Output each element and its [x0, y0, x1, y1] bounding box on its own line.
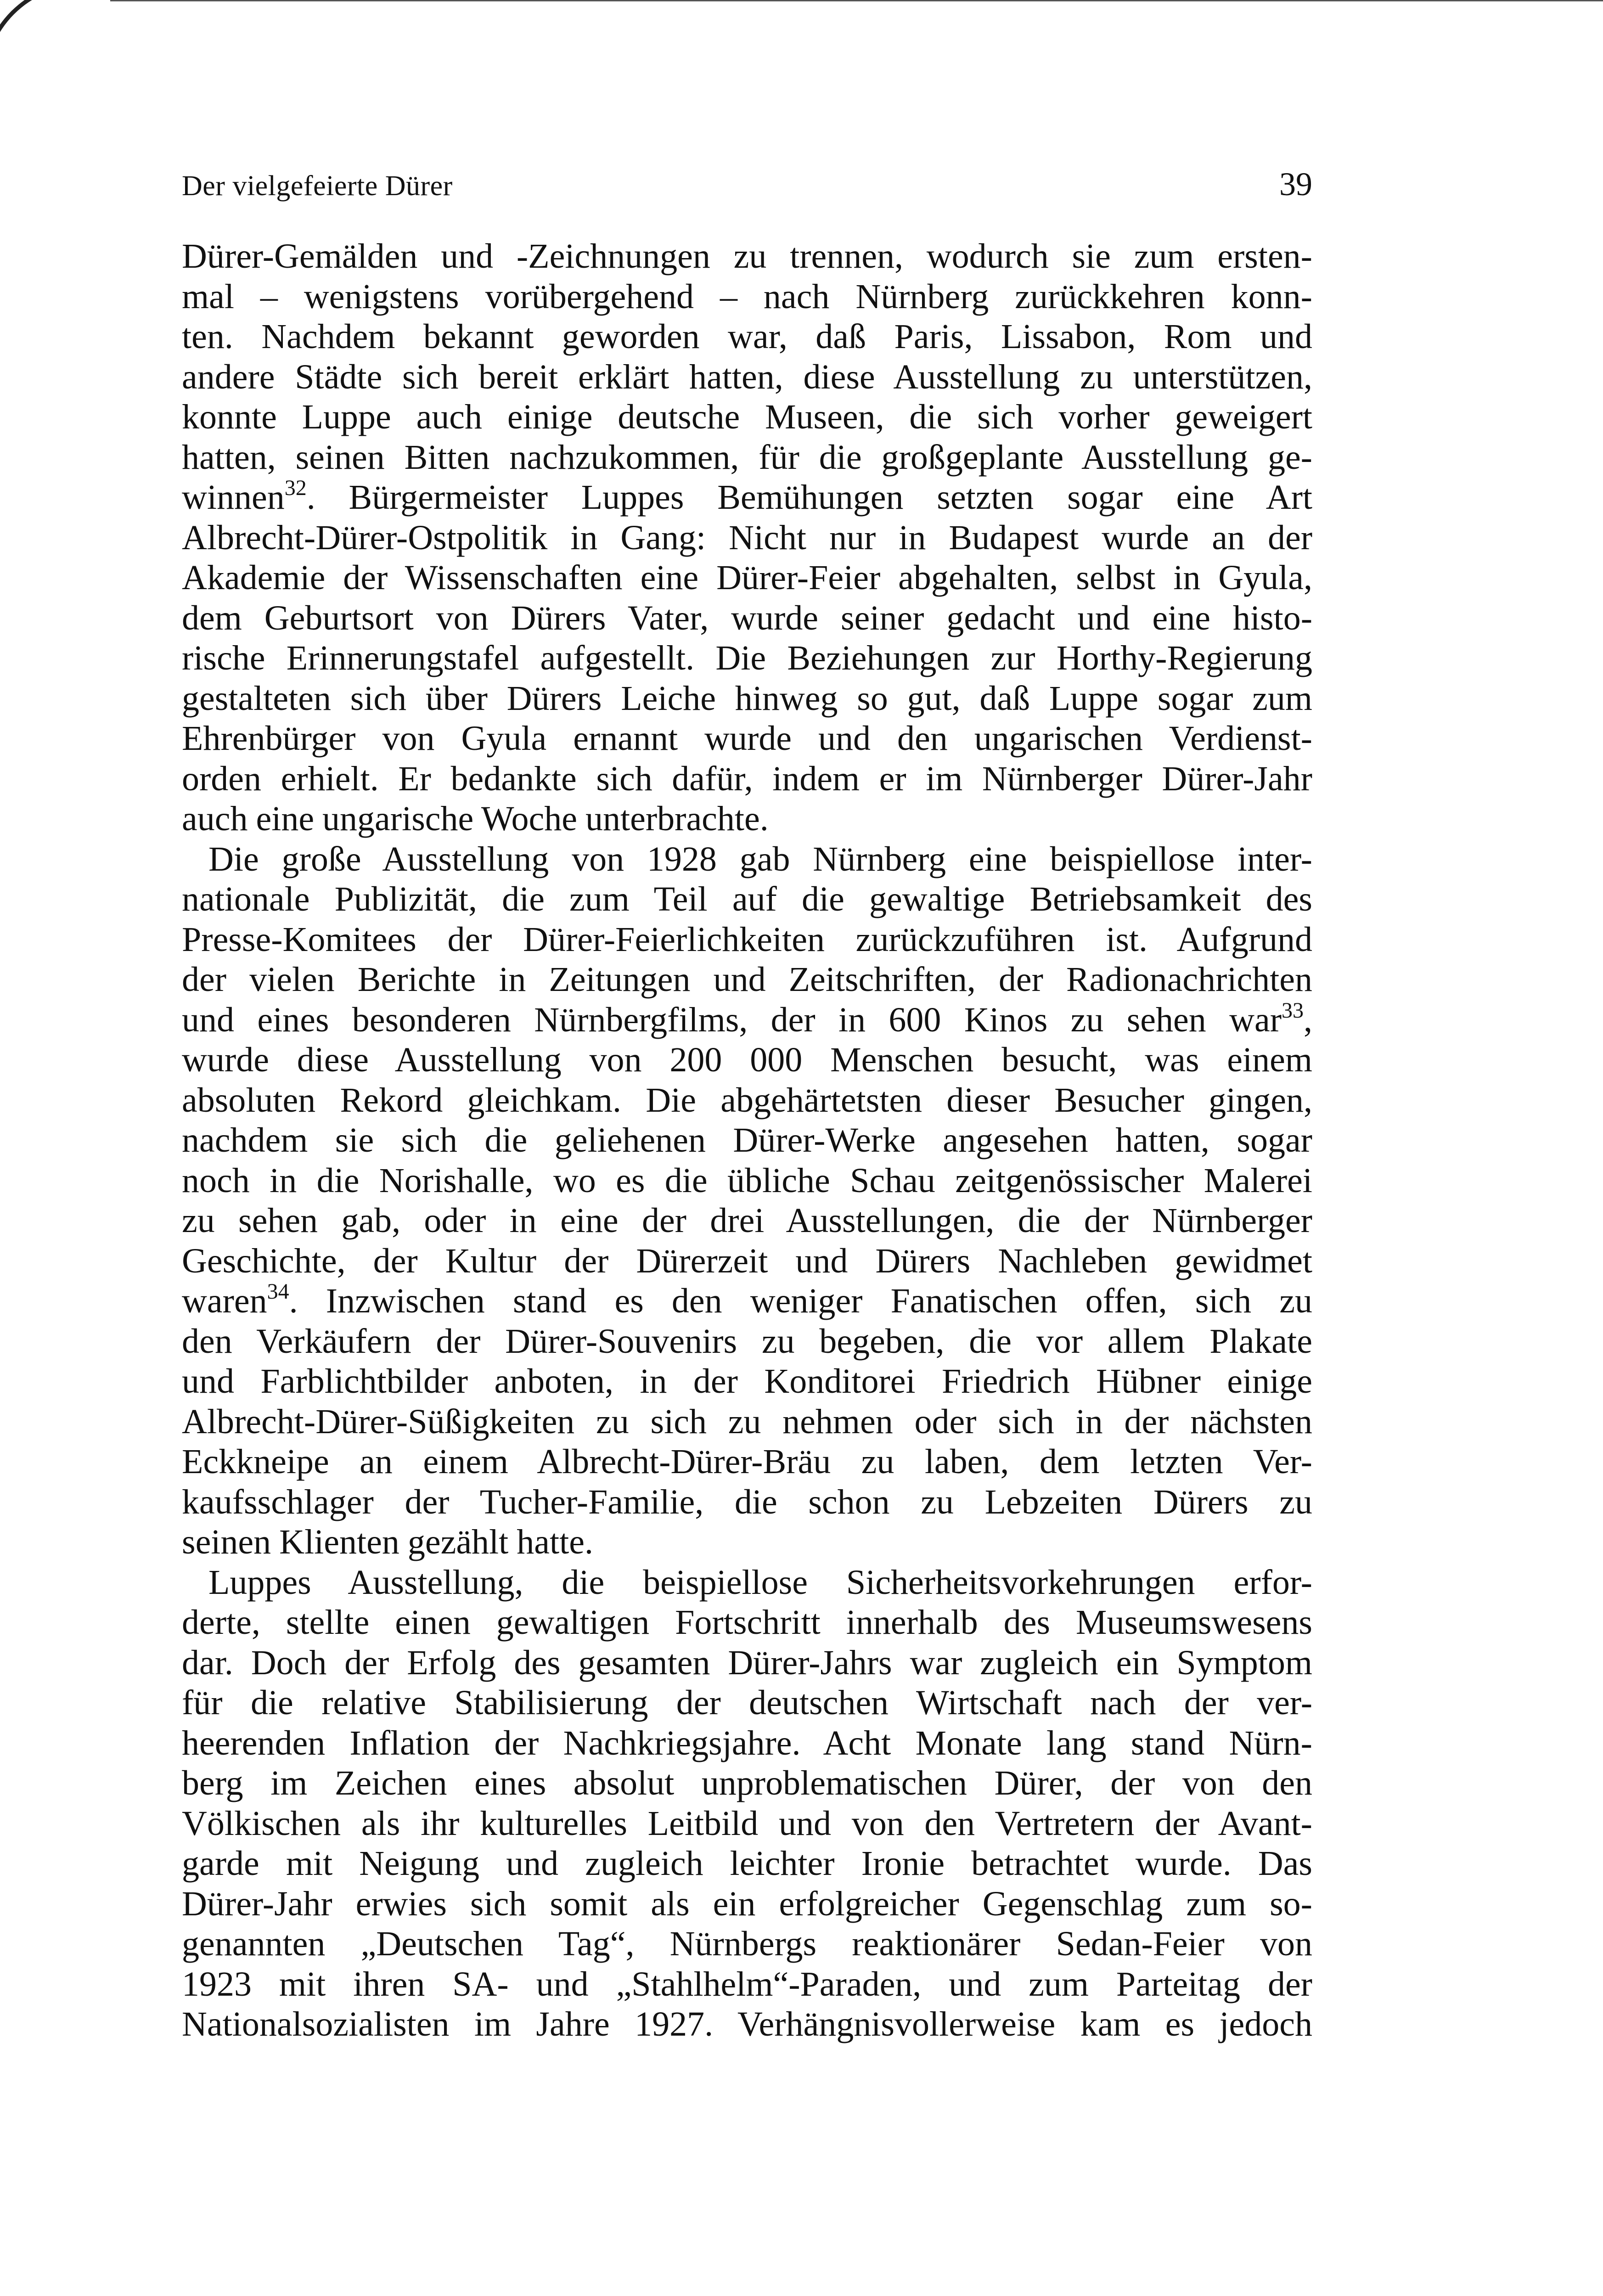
- footnote-ref: 32: [284, 476, 307, 500]
- text-line: Völkischen als ihr kulturelles Leitbild und von den Vertretern der Avant-: [182, 1804, 1312, 1843]
- scan-edge-curve: [0, 0, 133, 96]
- text-line: hatten, seinen Bitten nachzukommen, für die großgeplante Ausstellung ge-: [182, 438, 1312, 477]
- text-line: Presse-Komitees der Dürer-Feierlichkeiten zurückzuführen ist. Aufgrund: [182, 920, 1312, 959]
- text-line: noch in die Norishalle, wo es die übliche Schau zeitgenössischer Malerei: [182, 1161, 1312, 1200]
- footnote-ref: 34: [267, 1279, 289, 1304]
- text-line: [182, 478, 1312, 518]
- text-line: derte, stellte einen gewaltigen Fortschritt innerhalb des Museumswesens: [182, 1603, 1312, 1642]
- text-line: konnte Luppe auch einige deutsche Museen, die sich vorher geweigert: [182, 398, 1312, 436]
- line-segment: und eines besonderen Nürnbergfilms, der in 600 Kinos zu sehen war: [182, 1000, 1282, 1039]
- text-line: Dürer-Jahr erwies sich somit als ein erfolgreicher Gegenschlag zum so-: [182, 1884, 1312, 1923]
- text-line: ten. Nachdem bekannt geworden war, daß Paris, Lissabon, Rom und: [182, 317, 1312, 356]
- line-segment: winnen: [182, 478, 285, 517]
- body-text: [182, 236, 1312, 2045]
- line-segment: . Bürgermeister Luppes Bemühungen setzten sogar eine Art: [306, 478, 1312, 517]
- text-line: andere Städte sich bereit erklärt hatten, diese Ausstellung zu unterstützen,: [182, 357, 1312, 396]
- text-line: mal – wenigstens vorübergehend – nach Nürnberg zurückkehren konn-: [182, 277, 1312, 316]
- text-line: Luppes Ausstellung, die beispiellose Sicherheitsvorkehrungen erfor-: [208, 1563, 1312, 1602]
- running-title: Der vielgefeierte Dürer: [182, 170, 453, 202]
- text-line: Albrecht-Dürer-Süßigkeiten zu sich zu nehmen oder sich in der nächsten: [182, 1402, 1312, 1441]
- text-line: seinen Klienten gezählt hatte.: [182, 1523, 593, 1561]
- text-line: Albrecht-Dürer-Ostpolitik in Gang: Nicht nur in Budapest wurde an der: [182, 518, 1312, 557]
- text-line: Nationalsozialisten im Jahre 1927. Verhängnisvollerweise kam es jedoch: [182, 2005, 1312, 2043]
- text-line: Geschichte, der Kultur der Dürerzeit und Dürers Nachleben gewidmet: [182, 1241, 1312, 1280]
- text-line: Die große Ausstellung von 1928 gab Nürnberg eine beispiellose inter-: [208, 839, 1312, 878]
- text-line: orden erhielt. Er bedankte sich dafür, indem er im Nürnberger Dürer-Jahr: [182, 759, 1312, 798]
- text-line: gestalteten sich über Dürers Leiche hinweg so gut, daß Luppe sogar zum: [182, 679, 1312, 718]
- text-line: absoluten Rekord gleichkam. Die abgehärtetsten dieser Besucher gingen,: [182, 1080, 1312, 1120]
- text-line: für die relative Stabilisierung der deutschen Wirtschaft nach der ver-: [182, 1683, 1312, 1722]
- text-line: [182, 1000, 1312, 1041]
- text-line: den Verkäufern der Dürer-Souvenirs zu begeben, die vor allem Plakate: [182, 1322, 1312, 1361]
- text-line: Ehrenbürger von Gyula ernannt wurde und den ungarischen Verdienst-: [182, 719, 1312, 758]
- text-line: Dürer-Gemälden und -Zeichnungen zu trennen, wodurch sie zum ersten-: [182, 237, 1312, 276]
- scan-top-edge: [110, 0, 1603, 1]
- text-line: zu sehen gab, oder in eine der drei Ausstellungen, die der Nürnberger: [182, 1201, 1312, 1240]
- text-line: auch eine ungarische Woche unterbrachte.: [182, 799, 769, 838]
- text-line: berg im Zeichen eines absolut unproblematischen Dürer, der von den: [182, 1764, 1312, 1802]
- text-line: 1923 mit ihren SA- und „Stahlhelm“-Paraden, und zum Parteitag der: [182, 1964, 1312, 2003]
- text-line: dem Geburtsort von Dürers Vater, wurde seiner gedacht und eine histo-: [182, 598, 1312, 637]
- footnote-ref: 33: [1282, 998, 1304, 1023]
- text-line: nationale Publizität, die zum Teil auf die gewaltige Betriebsamkeit des: [182, 880, 1312, 918]
- text-line: garde mit Neigung und zugleich leichter Ironie betrachtet wurde. Das: [182, 1844, 1312, 1883]
- text-line: Akademie der Wissenschaften eine Dürer-Feier abgehalten, selbst in Gyula,: [182, 558, 1312, 597]
- text-line: rische Erinnerungstafel aufgestellt. Die Beziehungen zur Horthy-Regierung: [182, 639, 1312, 677]
- text-line: genannten „Deutschen Tag“, Nürnbergs reaktionärer Sedan-Feier von: [182, 1925, 1312, 1963]
- text-line: nachdem sie sich die geliehenen Dürer-Werke angesehen hatten, sogar: [182, 1121, 1312, 1159]
- line-segment: waren: [182, 1282, 267, 1320]
- text-line: kaufsschlager der Tucher-Familie, die schon zu Lebzeiten Dürers zu: [182, 1482, 1312, 1521]
- text-line: wurde diese Ausstellung von 200 000 Menschen besucht, was einem: [182, 1041, 1312, 1079]
- text-line: und Farblichtbilder anboten, in der Konditorei Friedrich Hübner einige: [182, 1362, 1312, 1401]
- line-segment: ,: [1304, 1000, 1312, 1039]
- text-line: heerenden Inflation der Nachkriegsjahre. Acht Monate lang stand Nürn-: [182, 1723, 1312, 1762]
- text-line: Eckkneipe an einem Albrecht-Dürer-Bräu zu laben, dem letzten Ver-: [182, 1442, 1312, 1481]
- text-line: dar. Doch der Erfolg des gesamten Dürer-Jahrs war zugleich ein Symptom: [182, 1643, 1312, 1682]
- page-number: 39: [1279, 166, 1312, 203]
- text-line: der vielen Berichte in Zeitungen und Zeitschriften, der Radionachrichten: [182, 960, 1312, 999]
- running-header: [182, 165, 1312, 207]
- line-segment: . Inzwischen stand es den weniger Fanatischen offen, sich zu: [289, 1282, 1312, 1320]
- text-line: [182, 1281, 1312, 1322]
